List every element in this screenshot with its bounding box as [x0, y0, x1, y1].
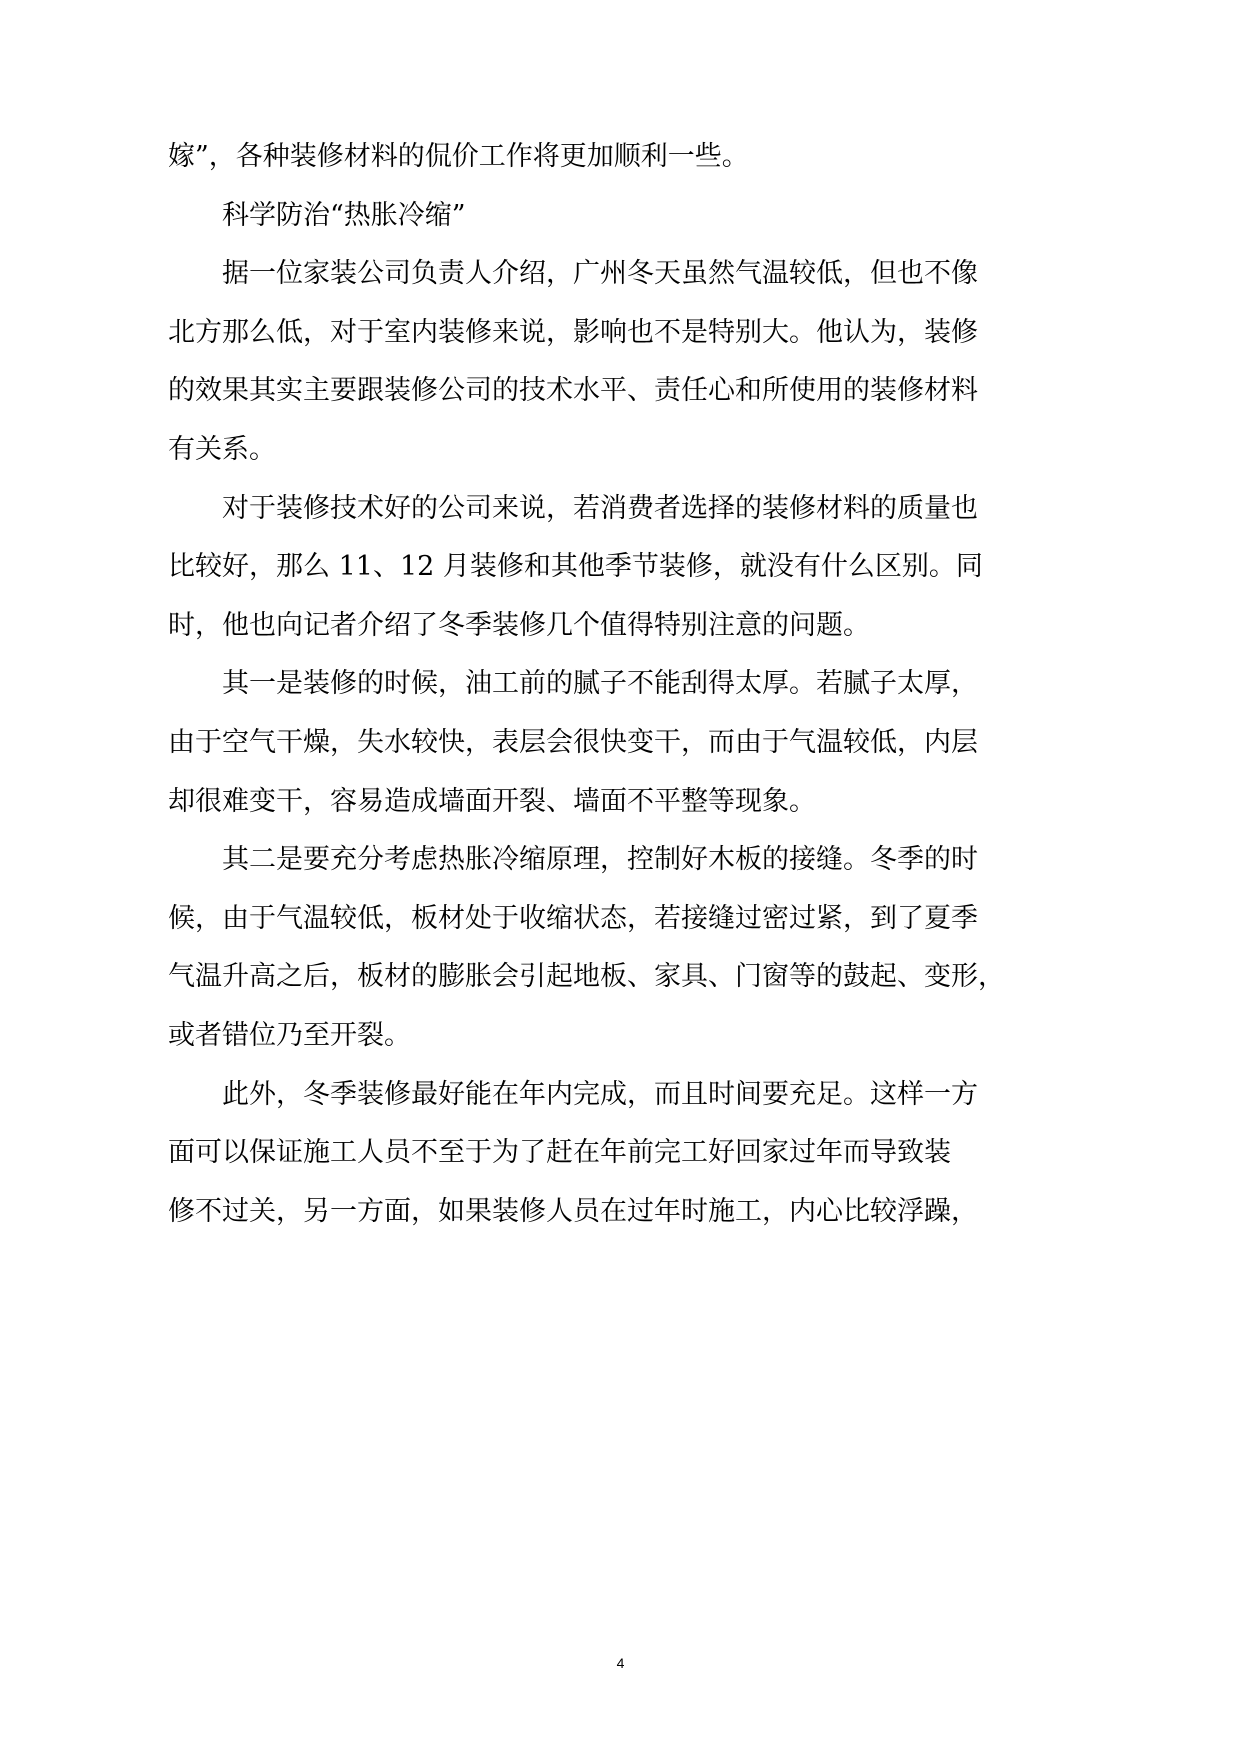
text-line: 却很难变干，容易造成墙面开裂、墙面不平整等现象。 — [168, 785, 816, 817]
page-number: 4 — [616, 1655, 625, 1671]
text-line: 的效果其实主要跟装修公司的技术水平、责任心和所使用的装修材料 — [168, 375, 978, 407]
body-text — [168, 128, 1005, 1241]
text-line: 据一位家装公司负责人介绍，广州冬天虽然气温较低，但也不像 — [222, 258, 978, 290]
text-line: 候，由于气温较低，板材处于收缩状态，若接缝过密过紧，到了夏季 — [168, 902, 978, 934]
text-line: 此外，冬季装修最好能在年内完成，而且时间要充足。这样一方 — [222, 1078, 978, 1110]
text-line: 修不过关，另一方面，如果装修人员在过年时施工，内心比较浮躁， — [168, 1195, 978, 1227]
section-heading: 科学防治“热胀冷缩” — [222, 199, 466, 231]
text-line: 面可以保证施工人员不至于为了赶在年前完工好回家过年而导致装 — [168, 1137, 951, 1169]
text-line: 其二是要充分考虑热胀冷缩原理，控制好木板的接缝。冬季的时 — [222, 844, 978, 876]
text-line: 嫁”，各种装修材料的侃价工作将更加顺利一些。 — [168, 141, 749, 172]
text-line: 时，他也向记者介绍了冬季装修几个值得特别注意的问题。 — [168, 609, 870, 641]
text-line: 比较好，那么 11、12 月装修和其他季节装修，就没有什么区别。同 — [168, 551, 983, 583]
text-line: 或者错位乃至开裂。 — [168, 1019, 411, 1051]
text-line: 对于装修技术好的公司来说，若消费者选择的装修材料的质量也 — [222, 492, 978, 524]
text-line: 由于空气干燥，失水较快，表层会很快变干，而由于气温较低，内层 — [168, 726, 978, 758]
text-line: 有关系。 — [168, 433, 276, 465]
text-line: 气温升高之后，板材的膨胀会引起地板、家具、门窗等的鼓起、变形， — [168, 961, 1005, 993]
text-line: 其一是装修的时候，油工前的腻子不能刮得太厚。若腻子太厚， — [222, 668, 978, 700]
text-line: 北方那么低，对于室内装修来说，影响也不是特别大。他认为，装修 — [168, 316, 978, 348]
